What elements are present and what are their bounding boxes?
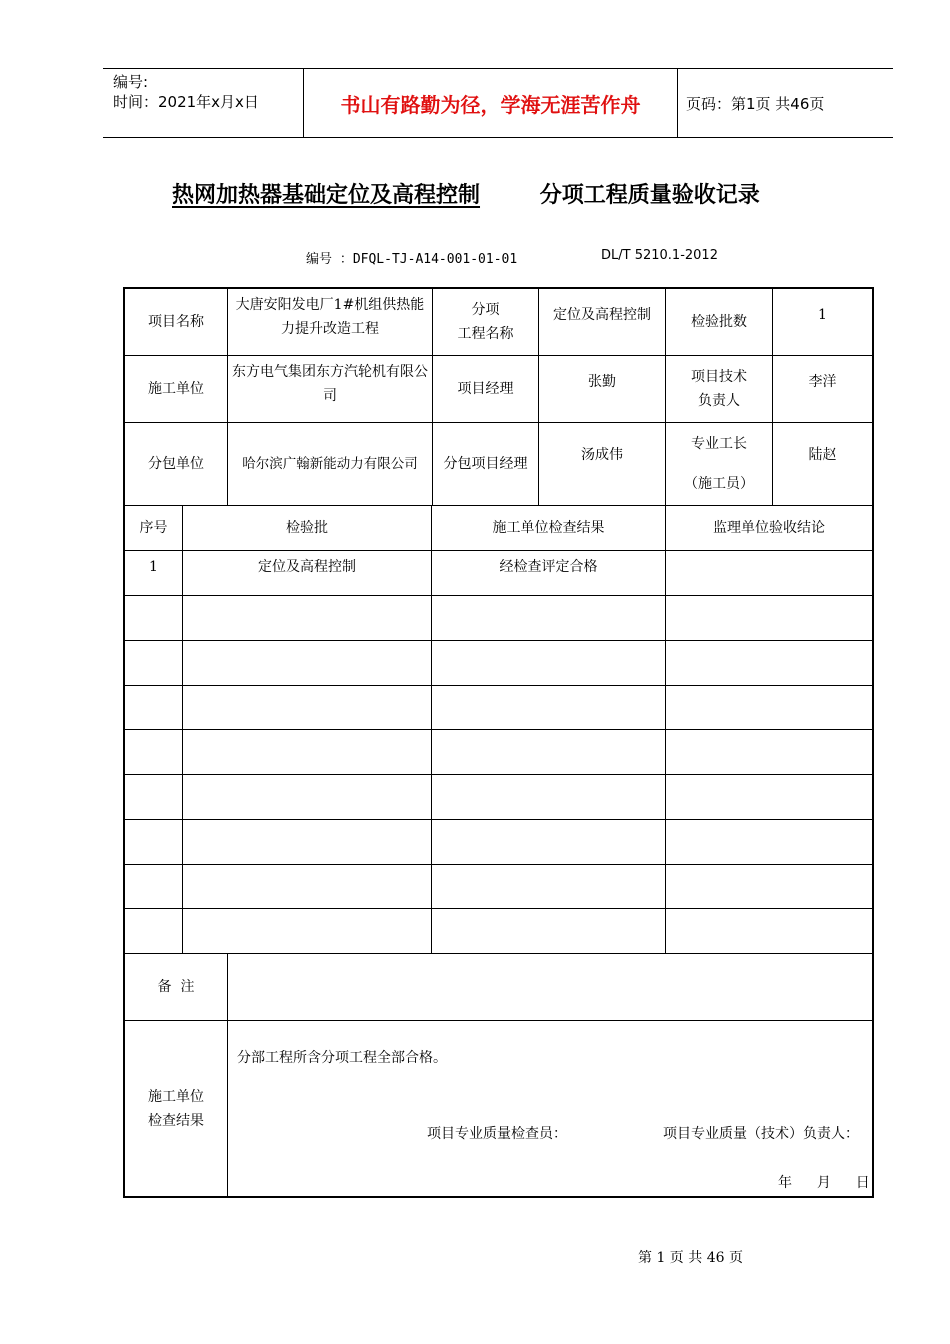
foreman-label: 专业工长 （施工员） bbox=[684, 436, 754, 492]
col-header-seq: 序号 bbox=[139, 520, 168, 536]
project-name-label: 项目名称 bbox=[148, 314, 204, 330]
contractor-label: 施工单位 bbox=[148, 381, 204, 397]
batch-count-label: 检验批数 bbox=[691, 314, 747, 330]
title-sub: 分项工程质量验收记录 bbox=[539, 183, 760, 208]
tech-lead: 李洋 bbox=[808, 374, 837, 390]
acceptance-form bbox=[123, 287, 874, 1198]
subitem-name: 定位及高程控制 bbox=[553, 307, 651, 323]
contractor: 东方电气集团东方汽轮机有限公司 bbox=[232, 364, 428, 404]
table-cell bbox=[666, 551, 872, 595]
foreman: 陆赵 bbox=[808, 447, 837, 463]
time-label: 时间：2021年x月x日 bbox=[113, 93, 259, 111]
pm-label: 项目经理 bbox=[457, 381, 514, 397]
batch-count: 1 bbox=[818, 307, 827, 323]
standard-code: DL/T 5210.1-2012 bbox=[601, 248, 718, 263]
table-cell: 定位及高程控制 bbox=[258, 559, 356, 575]
col-header-supervisor-conclusion: 监理单位验收结论 bbox=[713, 520, 825, 536]
page-title bbox=[160, 178, 760, 209]
pm: 张勤 bbox=[588, 374, 616, 390]
subcontractor-label: 分包单位 bbox=[148, 456, 204, 472]
col-header-batch: 检验批 bbox=[286, 520, 328, 536]
table-cell: 经检查评定合格 bbox=[499, 559, 598, 575]
remarks-label: 备 注 bbox=[157, 979, 195, 995]
sub-pm: 汤成伟 bbox=[581, 447, 623, 463]
inspector-label: 项目专业质量检查员： bbox=[427, 1126, 567, 1142]
table-cell: 1 bbox=[149, 559, 158, 575]
remarks-value bbox=[228, 954, 872, 1020]
subcontractor: 哈尔滨广翰新能动力有限公司 bbox=[242, 456, 418, 472]
header-meta bbox=[103, 69, 304, 137]
col-header-contractor-result: 施工单位检查结果 bbox=[492, 520, 605, 536]
project-name: 大唐安阳发电厂1#机组供热能力提升改造工程 bbox=[235, 297, 425, 337]
sub-pm-label: 分包项目经理 bbox=[443, 456, 528, 472]
page-code: 页码：第1页 共46页 bbox=[686, 94, 825, 113]
check-result-label: 施工单位 检查结果 bbox=[148, 1088, 204, 1129]
doc-number: 编号 ：DFQL-TJ-A14-001-01-01 bbox=[306, 252, 518, 267]
subitem-label: 分项 工程名称 bbox=[457, 302, 514, 342]
motto: 书山有路勤为径，学海无涯苦作舟 bbox=[304, 69, 678, 137]
page-header bbox=[103, 68, 893, 138]
page-footer: 第 1 页 共 46 页 bbox=[638, 1250, 743, 1266]
check-statement: 分部工程所含分项工程全部合格。 bbox=[237, 1050, 447, 1066]
responsible-label: 项目专业质量（技术）负责人： bbox=[663, 1126, 859, 1142]
date-label: 年 月 日 bbox=[778, 1175, 870, 1191]
title-main: 热网加热器基础定位及高程控制 bbox=[172, 183, 481, 208]
tech-lead-label: 项目技术 负责人 bbox=[691, 369, 747, 409]
number-label: 编号: bbox=[113, 73, 149, 91]
